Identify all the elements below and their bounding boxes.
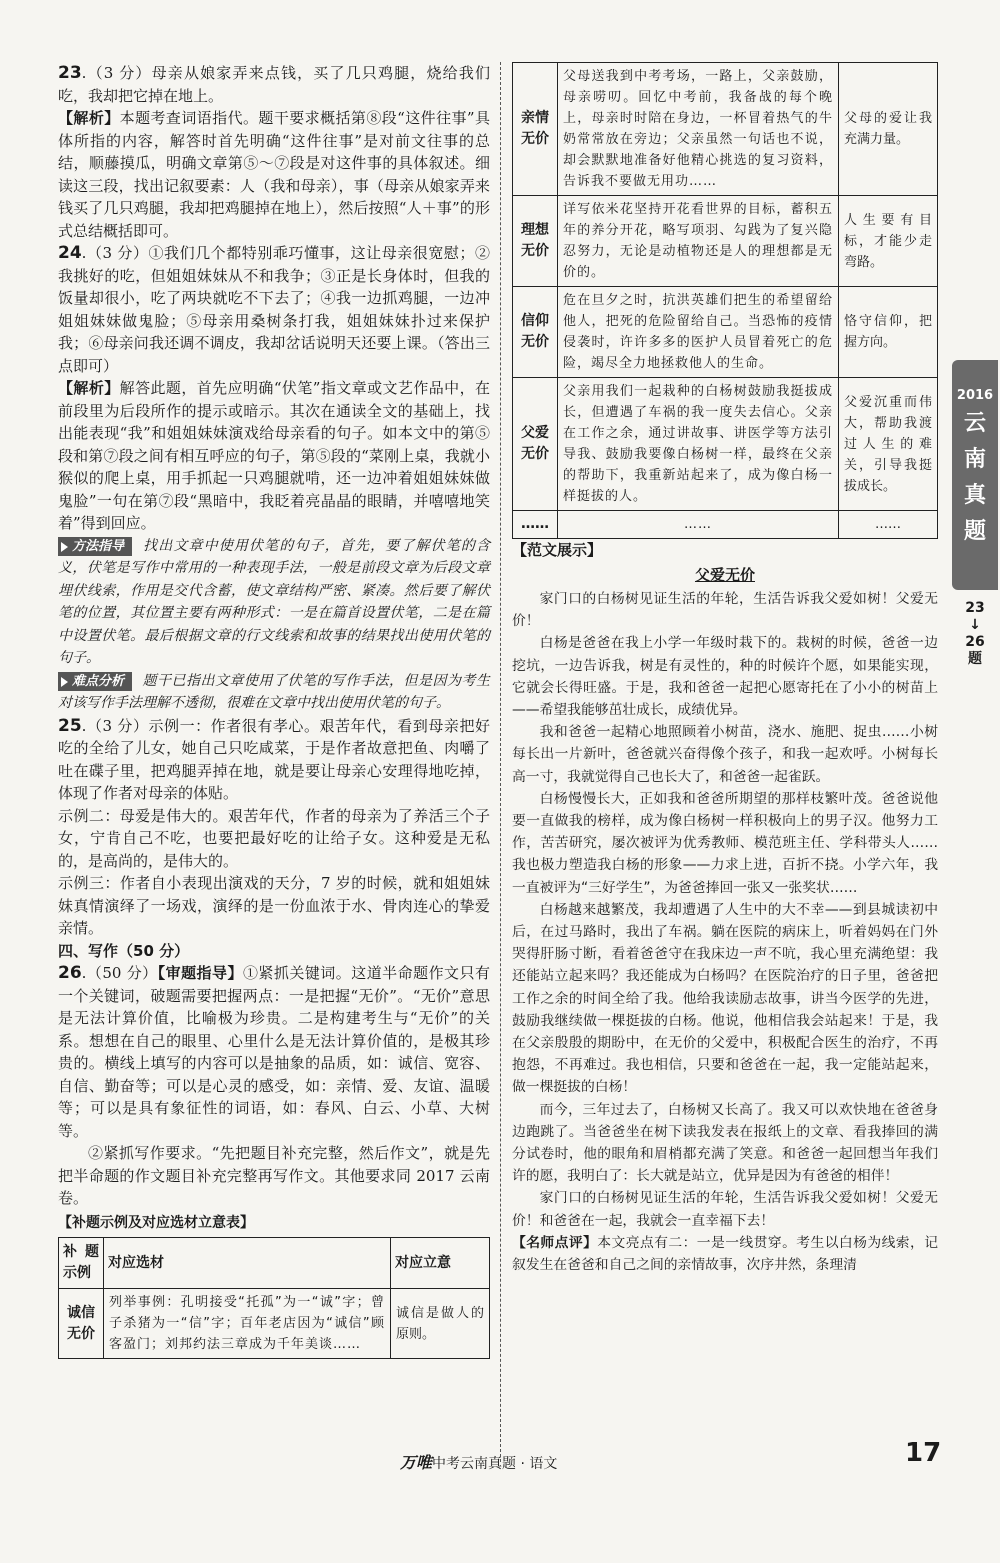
table-row: 亲情无价 父母送我到中考考场，一路上，父亲鼓励，母亲唠叨。回忆中考前，我备战的每个晚上，母亲时时陪在身边，一杯冒着热气的牛奶常常放在旁边；父亲虽然一句话也不说，却会默默地准备好他精心挑选的复习资料，告诉我不要做无用功…… 父母的爱让我充满力量。 [513,63,938,196]
side-tab-year: 2016 [956,388,994,403]
side-tab-char: 云 [963,411,986,436]
q26-guide: 26.（50 分）【审题指导】①紧抓关键词。这道半命题作文只有一个关键词，破题需要把握两点：一是把握“无价”。“无价”意思是无法计算价值，比喻极为珍贵。二是构建考生与“无价”的关系。想想在自己的眼里、心里什么是无法计算价值的，是极其珍贵的。横线上填写的内容可以是抽象的品质，如：诚信、宽容、自信、勤奋等；可以是心灵的感受，如：亲情、爱、友谊、温暖等；可以是具有象征性的词语，如：春风、白云、小草、大树等。 [58,963,490,1140]
column-divider [500,62,501,1462]
topic-table-right [512,62,938,539]
q24-difficulty: 难点分析 题干已指出文章使用了伏笔的写作手法，但是因为考生对该写作手法理解不透彻，很难在文章中找出使用伏笔的句子。 [58,672,490,711]
arrow-down-icon: ↓ [969,617,981,633]
q23-analysis: 【解析】本题考查词语指代。题干要求概括第⑧段“这件往事”具体所指的内容，解答时首先明确“这件往事”是对前文往事的总结，顺藤摸瓜，明确文章第⑤～⑦段是对这件事的具体叙述。细读这三段，找出记叙要素：人（我和母亲），事（母亲从娘家弄来钱买了几只鸡腿，我却把鸡腿掉在地上），然后按照“人＋事”的形式总结概括即可。 [58,109,490,240]
table-row: 父爱无价 父亲用我们一起栽种的白杨树鼓励我挺拔成长，但遭遇了车祸的我一度失去信心。父亲在工作之余，通过讲故事、讲医学等方法引导我、鼓励我要像白杨树一样，最终在父亲的帮助下，我重新站起来了，成为像白杨一样挺拔的人。 父爱沉重而伟大，帮助我渡过人生的难关，引导我挺拔成长。 [513,378,938,511]
side-tab-char: 题 [963,519,986,544]
essay-paragraph: 而今，三年过去了，白杨树又长高了。我又可以欢快地在爸爸身边跑跳了。当爸爸坐在树下读我发表在报纸上的文章、看我捧回的满分试卷时，他的眼角和眉梢都充满了笑意。和爸爸一起回想当年我们许的愿，我明白了：长大就是站立，优异是因为有爸爸的相伴！ [512,1101,938,1185]
essay-paragraph: 白杨慢慢长大，正如我和爸爸所期望的那样枝繁叶茂。爸爸说他要一直做我的榜样，成为像白杨树一样积极向上的男子汉。他努力工作，苦苦研究，屡次被评为优秀教师、模范班主任、学科带头人……我也极力塑造我白杨的形象——力求上进，百折不挠。小学六年，我一直被评为“三好学生”，为爸爸捧回一张又一张奖状…… [512,790,938,896]
table-row: 理想无价 详写依米花坚持开花看世界的目标，蓄积五年的养分开花，略写项羽、勾践为了复兴隐忍努力，无论是动植物还是人的理想都是无价的。 人生要有目标，才能少走弯路。 [513,196,938,287]
side-tab-char: 南 [963,447,986,472]
topic-table-left [58,1237,490,1359]
table-header: 补题示例 [59,1238,104,1289]
q24-analysis: 【解析】解答此题，首先应明确“伏笔”指文章或文艺作品中，在前段里为后段所作的提示或暗示。其次在通读全文的基础上，找出能表现“我”和姐姐妹妹演戏给母亲看的句子。如本文中的第⑤段和第⑦段之间有相互呼应的句子，第⑤段的“菜刚上桌，我就小猴似的爬上桌，用手抓起一只鸡腿就啃，还一边冲着姐姐妹妹做鬼脸”一句在第⑦段“黑暗中，我眨着亮晶晶的眼睛，并嘻嘻地笑着”得到回应。 [58,379,490,532]
essay-paragraph: 我和爸爸一起精心地照顾着小树苗，浇水、施肥、捉虫……小树每长出一片新叶，爸爸就兴奋得像个孩子，和我一起欢呼。小树每长高一寸，我就觉得自己也长大了，和爸爸一起雀跃。 [512,724,938,785]
essay-body [512,588,938,1276]
q26-requirement: ②紧抓写作要求。“先把题目补充完整，然后作文”，就是先把半命题的作文题目补充完整再写作文。其他要求同 2017 云南卷。 [58,1144,490,1207]
left-column [58,62,490,1359]
brand-logo: 万唯 [400,1453,433,1472]
essay-paragraph: 家门口的白杨树见证生活的年轮，生活告诉我父爱如树！父爱无价！和爸爸在一起，我就会一直幸福下去！ [512,1190,938,1229]
page-number: 17 [905,1438,942,1468]
difficulty-label: 难点分析 [58,672,132,691]
teacher-review: 【名师点评】本文亮点有二：一是一线贯穿。考生以白杨为线索，记叙发生在爸爸和自己之间的亲情故事，次序井然，条理清 [512,1234,939,1274]
table-row: …… …… …… [513,511,938,539]
essay-paragraph: 白杨是爸爸在我上小学一年级时栽下的。栽树的时候，爸爸一边挖坑，一边告诉我，树是有灵性的，种的时候许个愿，如果能实现，它就会长得旺盛。于是，我和爸爸一起把心愿寄托在了小小的树苗上——希望我能够茁壮成长，成绩优异。 [512,635,938,719]
q24-method: 方法指导 找出文章中使用伏笔的句子，首先，要了解伏笔的含义，伏笔是写作中常用的一种表现手法，一般是前段文章为后段文章埋伏线索，作用是交代含蓄，使文章结构严密、紧凑。然后要了解伏笔的位置，其位置主要有两种形式：一是在篇首设置伏笔，二是在篇中设置伏笔。最后根据文章的行文线索和故事的结果找出使用伏笔的句子。 [58,537,490,666]
side-tab-char: 真 [963,483,986,508]
table-title: 【补题示例及对应选材立意表】 [58,1214,254,1231]
table-row: 信仰无价 危在旦夕之时，抗洪英雄们把生的希望留给他人，把死的危险留给自己。当恐怖的疫情侵袭时，许许多多的医护人员冒着死亡的危险，竭尽全力地拯救他人的生命。 恪守信仰，把握方向。 [513,287,938,378]
q24-answer: 24.（3 分）①我们几个都特别乖巧懂事，这让母亲很宽慰；②我挑好的吃，但姐姐妹妹从不和我争；③正是长身体时，但我的饭量却很小，吃了两块就吃不下去了；④我一边抓鸡腿，一边冲姐姐妹妹做鬼脸；⑤母亲用桑树条打我，姐姐妹妹扑过来保护我；⑥母亲问我还调不调皮，我却岔话说明天还要上课。（答出三点即可） [58,243,490,375]
side-tab [952,360,998,590]
q25-example-3: 示例三：作者自小表现出演戏的天分，7 岁的时候，就和姐姐妹妹真情演绎了一场戏，演绎的是一份血浓于水、骨肉连心的挚爱亲情。 [58,874,490,937]
question-range: 23 ↓ 26 题 [952,600,998,668]
q23-answer: 23.（3 分）母亲从娘家弄来点钱，买了几只鸡腿，烧给我们吃，我却把它掉在地上。 [58,63,490,105]
table-header: 对应选材 [104,1238,391,1289]
q25-example-2: 示例二：母爱是伟大的。艰苦年代，作者的母亲为了养活三个子女，宁肯自己不吃，也要把最好吃的让给子女。这种爱是无私的，是高尚的，是伟大的。 [58,806,490,870]
essay-paragraph: 家门口的白杨树见证生活的年轮，生活告诉我父爱如树！父爱无价！ [512,591,938,630]
section-writing: 四、写作（50 分） [58,941,190,960]
right-column [512,62,938,1276]
table-row: 诚信无价 列举事例：孔明接受“托孤”为一“诚”字；曾子杀猪为一“信”字；百年老店因为“诚信”顾客盈门；刘邦约法三章成为千年美谈…… 诚信是做人的原则。 [59,1289,490,1359]
essay-title: 父爱无价 [694,565,755,584]
method-label: 方法指导 [58,537,132,556]
essay-paragraph: 白杨越来越繁茂，我却遭遇了人生中的大不幸——到县城读初中后，在过马路时，我出了车祸。躺在医院的病床上，听着妈妈在门外哭得肝肠寸断，看着爸爸守在我床边一声不吭，我心里充满绝望：我还能站立起来吗？我还能成为白杨吗？在医院治疗的日子里，爸爸把工作之余的时间全给了我。他给我读励志故事，讲当今医学的先进，鼓励我继续做一棵挺拔的白杨。他说，他相信我会站起来！于是，我在父亲殷殷的期盼中，在无价的父爱中，积极配合医生的治疗，不再抱怨，不再难过。我也相信，只要和爸爸在一起，我一定能站起来，做一棵挺拔的白杨！ [512,901,938,1096]
q25-answer: 25.（3 分）示例一：作者很有孝心。艰苦年代，看到母亲把好吃的全给了儿女，她自己只吃咸菜，于是作者故意把鱼、肉嚼了吐在碟子里，把鸡腿弄掉在地，就是要让母亲心安理得地吃掉，体现了作者对母亲的体贴。 [58,715,490,802]
page-footer: 万唯中考云南真题 · 语文 [400,1453,558,1472]
table-header: 对应立意 [391,1238,490,1289]
model-essay-tag: 【范文展示】 [512,541,603,559]
